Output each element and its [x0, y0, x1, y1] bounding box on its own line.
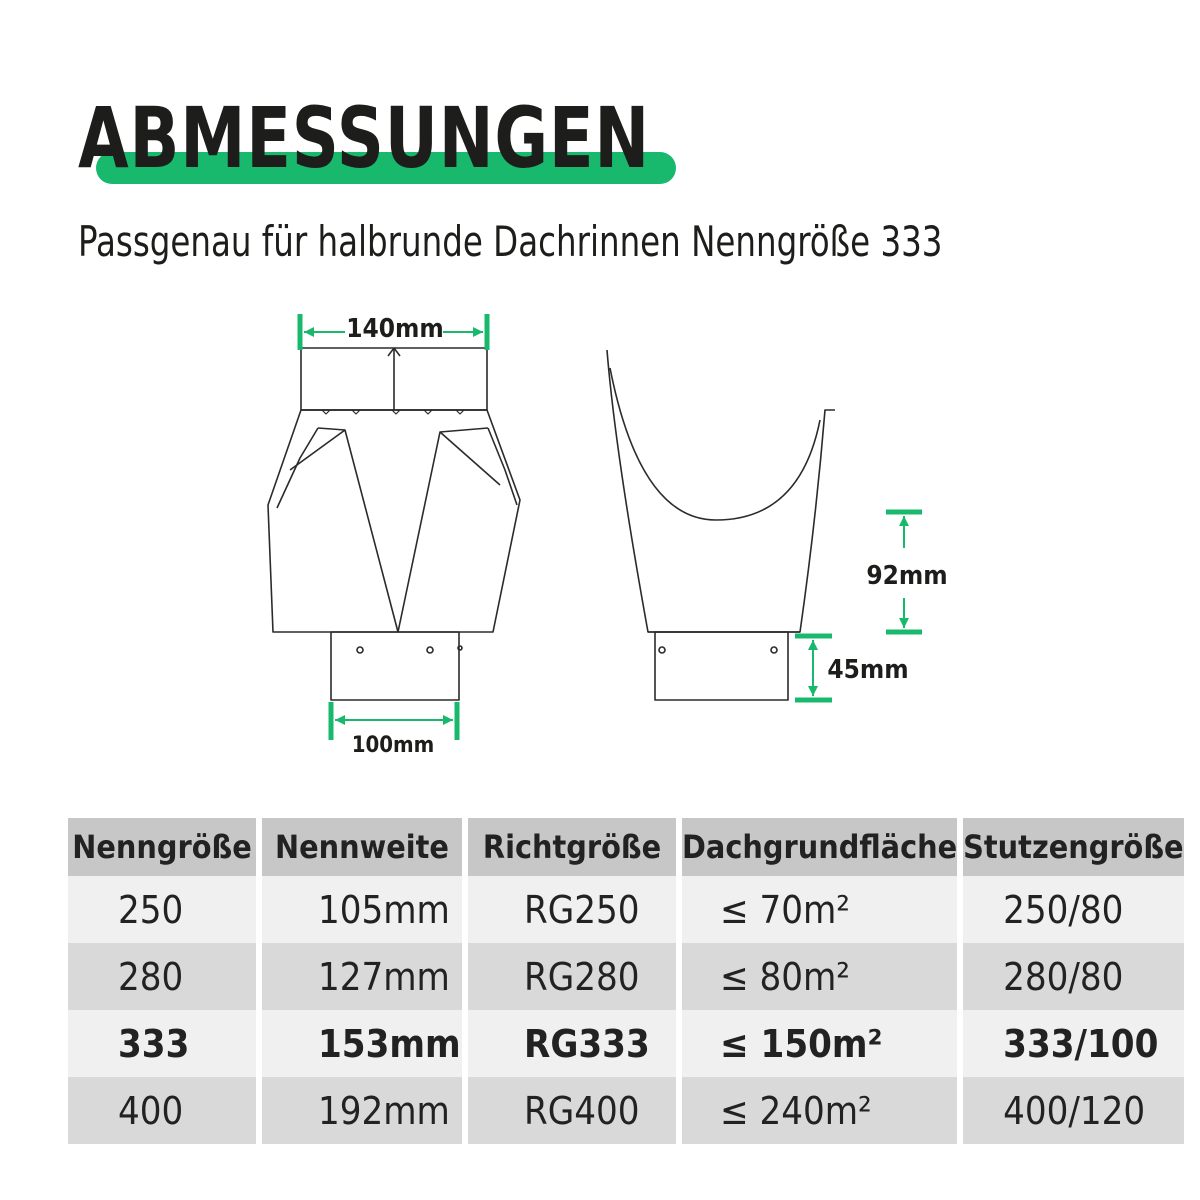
cell-width: 192mm: [318, 1088, 450, 1133]
cell-area: ≤ 240m²: [720, 1088, 872, 1133]
cell-spigot: 400/120: [1003, 1088, 1146, 1133]
page-subtitle: Passgenau für halbrunde Dachrinnen Nenngröße 333: [78, 217, 943, 266]
cell-area: ≤ 150m²: [720, 1021, 883, 1066]
front-spigot: [331, 632, 459, 700]
table-row: [68, 1077, 1184, 1144]
col-dachgrundflaeche: Dachgrundfläche: [682, 818, 957, 876]
table-row: [68, 943, 1184, 1010]
col-nennweite: Nennweite: [262, 818, 462, 876]
cell-spigot: 280/80: [1003, 954, 1124, 999]
col-nenngroesse: Nenngröße: [68, 818, 256, 876]
label-spigot-height: 45mm: [827, 655, 909, 685]
label-top-width: 140mm: [346, 314, 444, 344]
dimension-spigot-height: [795, 636, 909, 700]
cell-size: 280: [118, 954, 184, 999]
col-stutzengroesse: Stutzengröße: [963, 818, 1183, 876]
cell-width: 127mm: [318, 954, 450, 999]
table-row: [68, 876, 1184, 943]
dimension-bottom-width: [331, 702, 457, 758]
cell-size: 400: [118, 1088, 184, 1133]
cell-width: 153mm: [318, 1021, 461, 1066]
front-funnel-body: [268, 410, 520, 632]
side-outer-body: [607, 350, 835, 632]
cell-area: ≤ 80m²: [720, 954, 850, 999]
label-bottom-width: 100mm: [351, 733, 435, 758]
cell-rg: RG250: [524, 887, 640, 932]
side-spigot: [655, 632, 788, 700]
col-richtgroesse: Richtgröße: [468, 818, 676, 876]
cell-spigot: 333/100: [1003, 1021, 1159, 1066]
cell-width: 105mm: [318, 887, 450, 932]
spec-table-header: [68, 818, 1184, 876]
side-gutter-curve: [610, 368, 820, 520]
side-view-drawing: [607, 350, 835, 700]
cell-area: ≤ 70m²: [720, 887, 850, 932]
spec-table: [62, 818, 1190, 1144]
label-body-height: 92mm: [866, 561, 948, 591]
cell-size: 333: [118, 1021, 190, 1066]
front-view-drawing: [268, 348, 520, 700]
table-row-highlight: [68, 1010, 1184, 1077]
cell-spigot: 250/80: [1003, 887, 1124, 932]
cell-rg: RG280: [524, 954, 640, 999]
cell-rg: RG333: [524, 1021, 650, 1066]
dimension-top-width: [300, 314, 487, 350]
cell-size: 250: [118, 887, 184, 932]
cell-rg: RG400: [524, 1088, 640, 1133]
page-title: ABMESSUNGEN: [78, 89, 651, 187]
dimension-body-height: [866, 512, 947, 632]
